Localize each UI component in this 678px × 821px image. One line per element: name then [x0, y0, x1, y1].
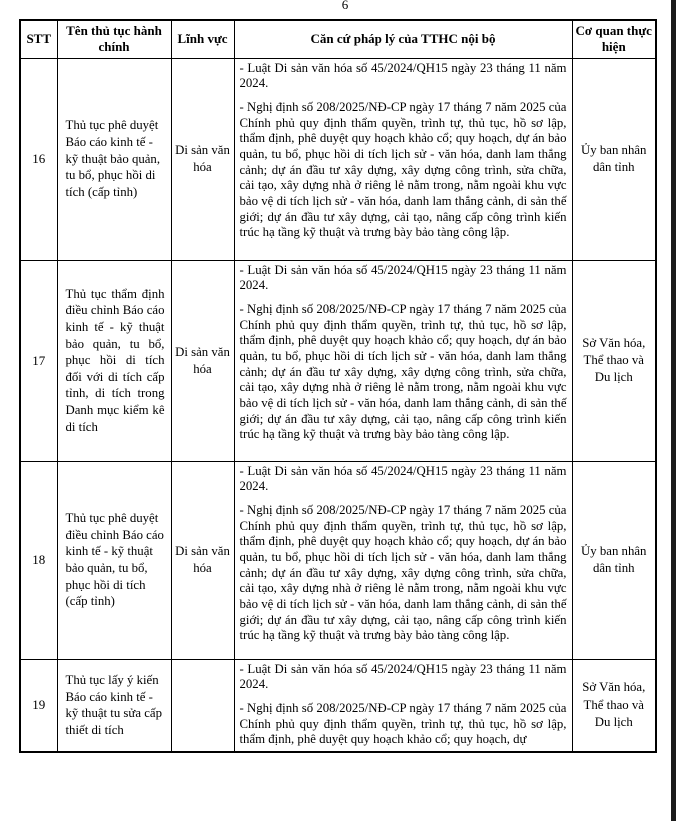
table-row: [20, 659, 656, 752]
cell-procedure-name: Thủ tục phê duyệt điều chỉnh Báo cáo kinh tế - kỹ thuật bảo quản, tu bổ, phục hồi di tích (cấp tỉnh): [57, 461, 171, 659]
procedures-table: [19, 19, 657, 753]
cell-legal-basis: [234, 260, 572, 461]
cell-procedure-name: Thủ tục lấy ý kiến Báo cáo kinh tế - kỹ thuật tu sửa cấp thiết di tích: [57, 659, 171, 752]
cell-agency: Ủy ban nhân dân tỉnh: [572, 461, 656, 659]
page-number: 6: [341, 0, 349, 12]
cell-legal-basis: [234, 58, 572, 260]
legal-paragraph: - Luật Di sản văn hóa số 45/2024/QH15 ngày 23 tháng 11 năm 2024.: [239, 463, 567, 494]
table-row: [20, 260, 656, 461]
legal-paragraph: - Nghị định số 208/2025/NĐ-CP ngày 17 tháng 7 năm 2025 của Chính phủ quy định thẩm quyền, trình tự, thủ tục, hồ sơ lập, thẩm định, phê duyệt quy hoạch khảo cổ; quy hoạch, dự án bảo quản, tu bổ, phục hồi di tích lịch sử - văn hóa, danh lam thắng cảnh; dự án đầu tư xây dựng, xây dựng công trình, sửa chữa, cải tạo, xây dựng nhà ở riêng lẻ nằm trong, nằm ngoài khu vực bảo vệ di tích lịch sử - văn hóa, danh lam thắng cảnh, di sản thế giới; dự án đầu tư xây dựng, cải tạo, nâng cấp công trình kiến trúc hạ tầng kỹ thuật và trưng bày bảo tàng công lập.: [239, 301, 567, 442]
cell-field: Di sản văn hóa: [171, 461, 234, 659]
legal-paragraph: - Luật Di sản văn hóa số 45/2024/QH15 ngày 23 tháng 11 năm 2024.: [239, 661, 567, 692]
legal-paragraph: - Luật Di sản văn hóa số 45/2024/QH15 ngày 23 tháng 11 năm 2024.: [239, 262, 567, 293]
header-agency: Cơ quan thực hiện: [572, 20, 656, 58]
header-row: [20, 20, 656, 58]
legal-paragraph: - Nghị định số 208/2025/NĐ-CP ngày 17 tháng 7 năm 2025 của Chính phủ quy định thẩm quyền, trình tự, thủ tục, hồ sơ lập, thẩm định, phê duyệt quy hoạch khảo cổ; quy hoạch, dự án bảo quản, tu bổ, phục hồi di tích lịch sử - văn hóa, danh lam thắng cảnh; dự án đầu tư xây dựng, xây dựng công trình, sửa chữa, cải tạo, xây dựng nhà ở riêng lẻ nằm trong, nằm ngoài khu vực bảo vệ di tích lịch sử - văn hóa, danh lam thắng cảnh, di sản thế giới; dự án đầu tư xây dựng, cải tạo, nâng cấp công trình kiến trúc hạ tầng kỹ thuật và trưng bày bảo tàng công lập.: [239, 502, 567, 643]
table-row: [20, 58, 656, 260]
header-legal-basis: Căn cứ pháp lý của TTHC nội bộ: [234, 20, 572, 58]
cell-agency: Sở Văn hóa, Thể thao và Du lịch: [572, 659, 656, 752]
table-header: [20, 20, 656, 58]
cell-agency: Ủy ban nhân dân tỉnh: [572, 58, 656, 260]
cell-stt: 16: [20, 58, 57, 260]
cell-field: Di sản văn hóa: [171, 260, 234, 461]
window-edge-bar: [671, 0, 676, 821]
header-field: Lĩnh vực: [171, 20, 234, 58]
cell-field: [171, 659, 234, 752]
cell-stt: 17: [20, 260, 57, 461]
header-stt: STT: [20, 20, 57, 58]
legal-paragraph: - Nghị định số 208/2025/NĐ-CP ngày 17 tháng 7 năm 2025 của Chính phủ quy định thẩm quyền, trình tự, thủ tục, hồ sơ lập, thẩm định, phê duyệt quy hoạch khảo cổ; quy hoạch, dự: [239, 700, 567, 747]
table-body: [20, 58, 656, 752]
cell-procedure-name: Thủ tục phê duyệt Báo cáo kinh tế - kỹ thuật bảo quản, tu bổ, phục hồi di tích (cấp tỉnh): [57, 58, 171, 260]
cell-stt: 19: [20, 659, 57, 752]
legal-paragraph: - Nghị định số 208/2025/NĐ-CP ngày 17 tháng 7 năm 2025 của Chính phủ quy định thẩm quyền, trình tự, thủ tục, hồ sơ lập, thẩm định, phê duyệt quy hoạch khảo cổ; quy hoạch, dự án bảo quản, tu bổ, phục hồi di tích lịch sử - văn hóa, danh lam thắng cảnh; dự án đầu tư xây dựng, xây dựng công trình, sửa chữa, cải tạo, xây dựng nhà ở riêng lẻ nằm trong, nằm ngoài khu vực bảo vệ di tích lịch sử - văn hóa, danh lam thắng cảnh, di sản thế giới; dự án đầu tư xây dựng, cải tạo, nâng cấp công trình kiến trúc hạ tầng kỹ thuật và trưng bày bảo tàng công lập.: [239, 99, 567, 240]
cell-procedure-name: Thủ tục thẩm định điều chỉnh Báo cáo kinh tế - kỹ thuật bảo quản, tu bổ, phục hồi di tích đối với di tích cấp tỉnh, di tích trong Danh mục kiểm kê di tích: [57, 260, 171, 461]
legal-paragraph: - Luật Di sản văn hóa số 45/2024/QH15 ngày 23 tháng 11 năm 2024.: [239, 60, 567, 91]
table-row: [20, 461, 656, 659]
cell-agency: Sở Văn hóa, Thể thao và Du lịch: [572, 260, 656, 461]
cell-legal-basis: [234, 659, 572, 752]
header-procedure-name: Tên thủ tục hành chính: [57, 20, 171, 58]
cell-legal-basis: [234, 461, 572, 659]
cell-stt: 18: [20, 461, 57, 659]
cell-field: Di sản văn hóa: [171, 58, 234, 260]
